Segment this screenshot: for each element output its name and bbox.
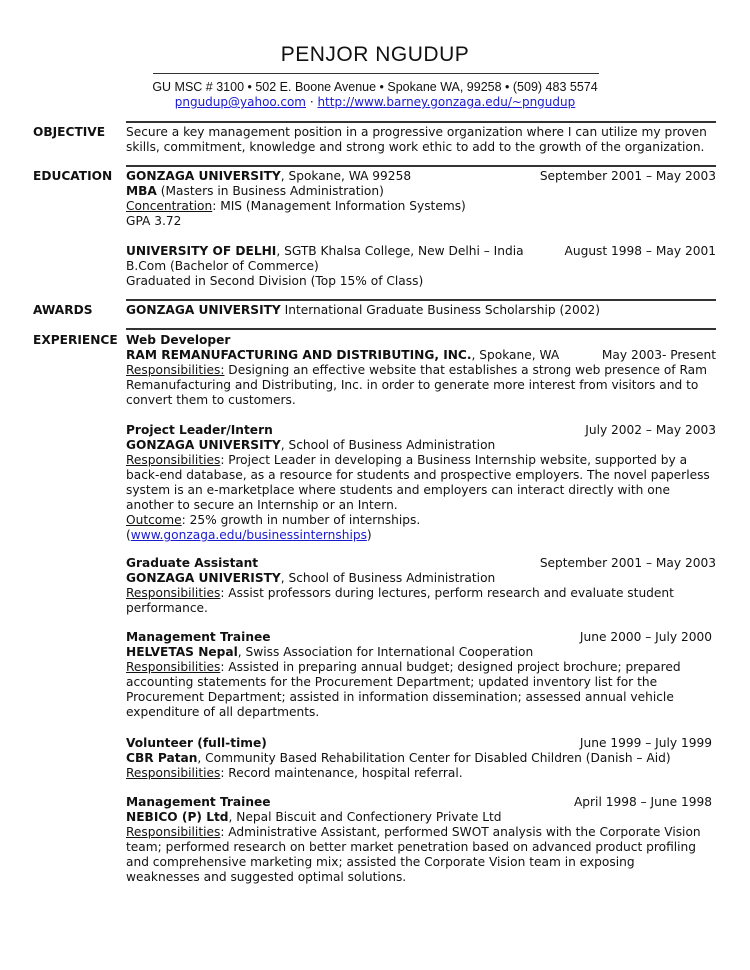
section-label-experience: EXPERIENCE	[33, 333, 118, 347]
responsibilities-label: Responsibilities	[126, 586, 221, 600]
dates: June 2000 – July 2000	[579, 630, 712, 644]
contact-address: GU MSC # 3100 • 502 E. Boone Avenue • Spokane WA, 99258 • (509) 483 5574	[152, 80, 598, 94]
employer-detail: , Swiss Association for International Cooperation	[237, 645, 534, 659]
employer: NEBICO (P) Ltd	[126, 810, 229, 824]
section-label-objective: OBJECTIVE	[33, 125, 106, 139]
divider	[126, 328, 716, 330]
job-title: Management Trainee	[126, 630, 271, 644]
responsibilities-label: Responsibilities	[126, 453, 221, 467]
employer: RAM REMANUFACTURING AND DISTRIBUTING, INC.	[126, 348, 472, 362]
degree: MBA	[126, 184, 157, 198]
outcome: : 25% growth in number of internships.	[181, 513, 421, 527]
dates: July 2002 – May 2003	[585, 423, 716, 437]
responsibilities-label: Responsibilities	[126, 660, 221, 674]
employer: GONZAGA UNIVERSITY	[126, 438, 281, 452]
employer-detail: , School of Business Administration	[280, 571, 496, 585]
job-title: Project Leader/Intern	[126, 423, 273, 437]
responsibilities: Designing an effective website that establishes a strong web presence of Ram Remanufacturing and Distributing, Inc. in order to generate more interest from visitors and to convert them to customers.	[126, 363, 707, 407]
dates: April 1998 – June 1998	[573, 795, 712, 809]
employer: CBR Patan	[126, 751, 198, 765]
education-entry	[126, 244, 716, 289]
award-entry	[126, 303, 716, 318]
section-label-awards: AWARDS	[33, 303, 93, 317]
concentration: : MIS (Management Information Systems)	[212, 199, 466, 213]
concentration-label: Concentration	[126, 199, 213, 213]
dates: June 1999 – July 1999	[579, 736, 712, 750]
employer-detail: , Spokane, WA	[471, 348, 560, 362]
responsibilities-label: Responsibilities	[126, 825, 221, 839]
employer: GONZAGA UNIVERISTY	[126, 571, 281, 585]
divider	[126, 165, 716, 167]
dates: May 2003- Present	[601, 348, 716, 362]
responsibilities-label: Responsibilities:	[126, 363, 225, 377]
education-entry	[126, 169, 716, 229]
section-label-education: EDUCATION	[33, 169, 113, 183]
division: Graduated in Second Division (Top 15% of Class)	[126, 274, 424, 288]
responsibilities: : Assisted in preparing annual budget; designed project brochure; prepared accounting statements for the Procurement Department; updated inventory list for the Procurement Department; assisted in information dissemination; assessed annual vehicle expenditure of all departments.	[126, 660, 681, 719]
objective-line: Secure a key management position in a progressive organization where I can utilize my proven	[126, 125, 707, 139]
responsibilities: : Record maintenance, hospital referral.	[220, 766, 463, 780]
divider	[126, 299, 716, 301]
employer-detail: , School of Business Administration	[280, 438, 496, 452]
separator: ·	[306, 95, 318, 109]
job-entry	[126, 556, 716, 616]
job-title: Web Developer	[126, 333, 231, 347]
divider	[126, 121, 716, 123]
responsibilities: : Assist professors during lectures, perform research and evaluate student performance.	[126, 586, 674, 615]
contact-links	[0, 95, 750, 110]
employer-detail: , Nepal Biscuit and Confectionery Private Ltd	[228, 810, 502, 824]
objective-text	[126, 125, 716, 155]
dates: August 1998 – May 2001	[564, 244, 716, 258]
school-name: UNIVERSITY OF DELHI	[126, 244, 277, 258]
job-entry: Project Leader/Intern July 2002 – May 2003 GONZAGA UNIVERSITY, School of Business Administration Responsibilities: Project Leader in developing a Business Internship website, supported by a back-end database, as a resource for students and prospective employers. The novel paperless system is an e-marketplace where students and employers can interact directly with one another to secure an Internship or an Intern. Outcome: 25% growth in number of internships. (www.gonzaga.edu/businessinternships)	[126, 423, 716, 542]
award-school: GONZAGA UNIVERSITY	[126, 303, 281, 317]
email-link[interactable]: pngudup@yahoo.com	[174, 95, 306, 109]
dates: September 2001 – May 2003	[539, 169, 716, 183]
degree: B.Com (Bachelor of Commerce)	[126, 259, 319, 273]
employer-detail: , Community Based Rehabilitation Center for Disabled Children (Danish – Aid)	[197, 751, 671, 765]
job-entry	[126, 333, 716, 408]
job-entry	[126, 736, 712, 781]
job-title: Volunteer (full-time)	[126, 736, 267, 750]
gpa: GPA 3.72	[126, 214, 182, 228]
dates: September 2001 – May 2003	[539, 556, 716, 570]
school-name: GONZAGA UNIVERSITY	[126, 169, 281, 183]
responsibilities: : Project Leader in developing a Business Internship website, supported by a back-end database, as a resource for students and prospective employers. The novel paperless system is an e-marketplace where students and employers can interact directly with one another to secure an Internship or an Intern.	[126, 453, 710, 512]
award-text: International Graduate Business Scholarship (2002)	[280, 303, 600, 317]
website-link[interactable]: http://www.barney.gonzaga.edu/~pngudup	[317, 95, 576, 109]
responsibilities-label: Responsibilities	[126, 766, 221, 780]
responsibilities: : Administrative Assistant, performed SWOT analysis with the Corporate Vision team; performed research on better market penetration based on advanced product profiling and comprehensive marketing mix; assisted the Corporate Vision team in exposing weaknesses and suggested optimal solutions.	[126, 825, 701, 884]
job-title: Graduate Assistant	[126, 556, 259, 570]
school-location: , SGTB Khalsa College, New Delhi – India	[276, 244, 524, 258]
job-entry	[126, 630, 712, 720]
objective-line: skills, commitment, knowledge and strong work ethic to add to the growth of the organization.	[126, 140, 705, 154]
school-location: , Spokane, WA 99258	[280, 169, 412, 183]
candidate-name: PENJOR NGUDUP	[280, 43, 470, 66]
job-entry	[126, 795, 712, 885]
outcome-label: Outcome	[126, 513, 182, 527]
employer: HELVETAS Nepal	[126, 645, 238, 659]
job-title: Management Trainee	[126, 795, 271, 809]
internship-link[interactable]: www.gonzaga.edu/businessinternships	[130, 528, 367, 542]
divider	[153, 73, 599, 74]
degree-detail: (Masters in Business Administration)	[156, 184, 384, 198]
